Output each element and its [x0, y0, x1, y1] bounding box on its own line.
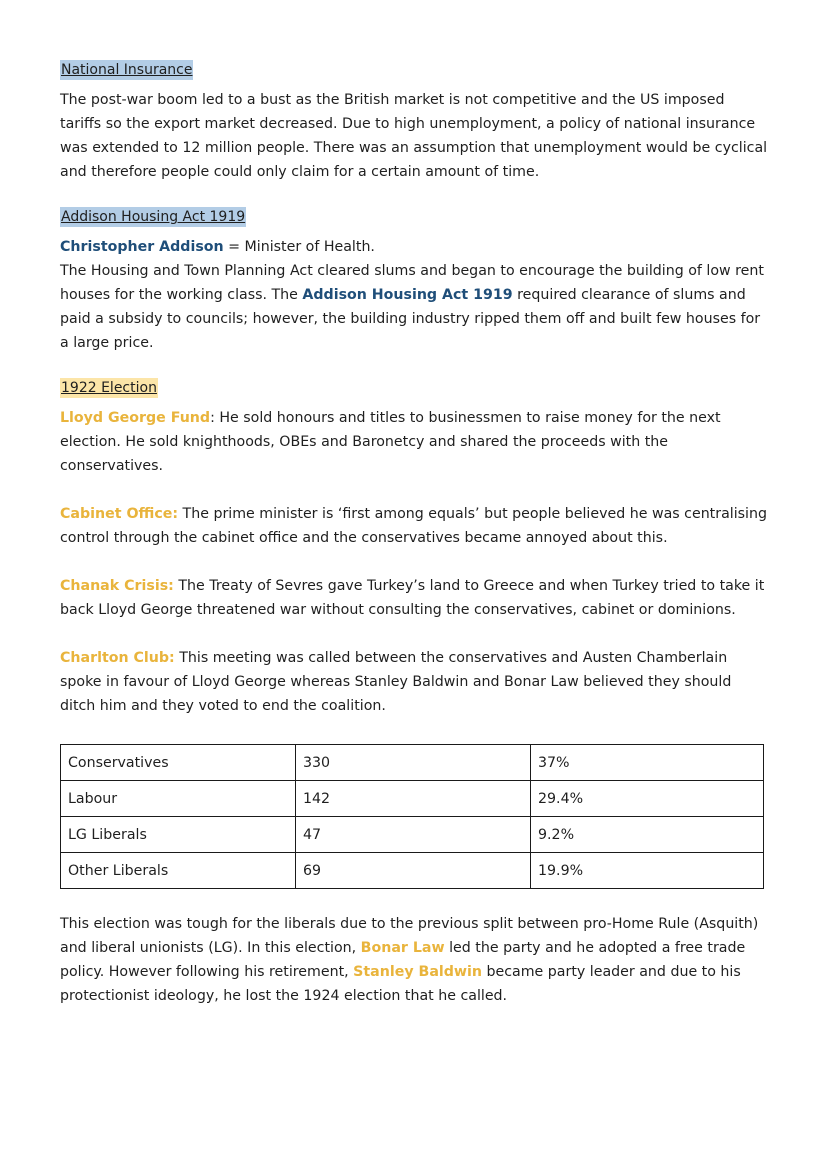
paragraph — [60, 574, 768, 622]
text-run: required clearance of slums and paid a subsidy to councils; however, the building industry ripped them off and built few houses for a large price. — [60, 287, 761, 351]
table-cell: Labour — [61, 781, 296, 817]
key-term: Cabinet Office: — [60, 506, 179, 522]
text-run: = Minister of Health. — [223, 239, 375, 255]
table-cell: 69 — [296, 853, 531, 889]
key-term: Chanak Crisis: — [60, 578, 174, 594]
section-heading: Addison Housing Act 1919 — [61, 209, 246, 225]
table-cell: 142 — [296, 781, 531, 817]
key-term: Addison Housing Act 1919 — [302, 287, 513, 303]
text-run: This election was tough for the liberals due to the previous split between pro-Home Rule (Asquith) and liberal unionists (LG). In this election, — [60, 916, 759, 956]
table-row — [61, 781, 764, 817]
text-run: The Treaty of Sevres gave Turkey’s land to Greece and when Turkey tried to take it back Lloyd George threatened war without consulting the conservatives, cabinet or dominions. — [60, 578, 765, 618]
paragraph — [60, 502, 768, 550]
key-term: Stanley Baldwin — [353, 964, 482, 980]
section-national-insurance — [60, 59, 768, 184]
paragraph — [60, 235, 768, 355]
table-cell: 19.9% — [531, 853, 764, 889]
text-run: This meeting was called between the conservatives and Austen Chamberlain spoke in favour of Lloyd George whereas Stanley Baldwin and Bonar Law believed they should ditch him and they voted to end the coalition. — [60, 650, 732, 714]
section-addison-housing-act — [60, 206, 768, 355]
key-term: Bonar Law — [360, 940, 445, 956]
table-cell: 47 — [296, 817, 531, 853]
table-row — [61, 745, 764, 781]
section-heading: National Insurance — [61, 62, 193, 78]
table-cell: Conservatives — [61, 745, 296, 781]
key-term: Lloyd George Fund — [60, 410, 211, 426]
table-cell: Other Liberals — [61, 853, 296, 889]
text-run: The Housing and Town Planning Act cleared slums and began to encourage the building of low rent houses for the working class. The — [60, 263, 764, 303]
text-run: became party leader and due to his protectionist ideology, he lost the 1924 election that he called. — [60, 964, 741, 1004]
election-results-table — [60, 744, 764, 889]
key-term: Christopher Addison — [60, 239, 224, 255]
table-cell: 37% — [531, 745, 764, 781]
paragraph — [60, 646, 768, 718]
text-run: : He sold honours and titles to businessmen to raise money for the next election. He sold knighthoods, OBEs and Baronetcy and shared the proceeds with the conservatives. — [60, 410, 721, 474]
table-cell: 9.2% — [531, 817, 764, 853]
key-term: Charlton Club: — [60, 650, 175, 666]
table-cell: 29.4% — [531, 781, 764, 817]
paragraph: The post-war boom led to a bust as the British market is not competitive and the US imposed tariffs so the export market decreased. Due to high unemployment, a policy of national insurance was extended to 12 million people. There was an assumption that unemployment would be cyclical and therefore people could only claim for a certain amount of time. — [60, 92, 768, 180]
table-row — [61, 853, 764, 889]
paragraph — [60, 912, 768, 1008]
text-run: The prime minister is ‘first among equals’ but people believed he was centralising control through the cabinet office and the conservatives became annoyed about this. — [60, 506, 767, 546]
table-cell: 330 — [296, 745, 531, 781]
table-row — [61, 817, 764, 853]
section-1922-election — [60, 377, 768, 1008]
section-heading: 1922 Election — [61, 380, 157, 396]
table-cell: LG Liberals — [61, 817, 296, 853]
text-run: led the party and he adopted a free trade policy. However following his retirement, — [60, 940, 746, 980]
paragraph — [60, 406, 768, 478]
